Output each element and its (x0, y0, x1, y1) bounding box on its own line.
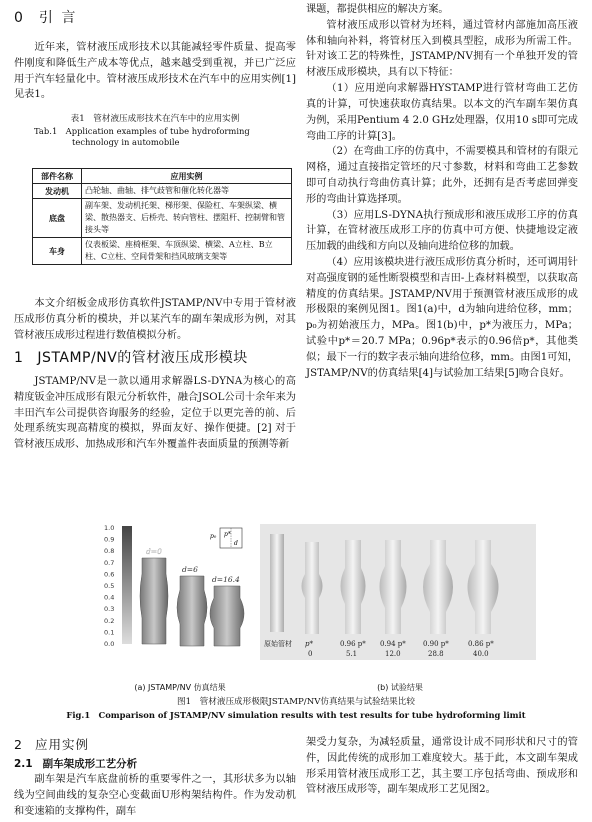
test-label-bottom: 5.1 (346, 650, 358, 658)
section-title: JSTAMP/NV的管材液压成形模块 (37, 350, 248, 366)
section-number: 2.1 (14, 758, 33, 770)
figure-1-graphic (100, 524, 540, 682)
table-cell-examples: 仪表板梁、座椅框架、车顶纵梁、横梁、A立柱、B立柱、C立柱、空间骨架和挡风玻璃支架等 (82, 238, 292, 265)
intro-paragraph (14, 40, 296, 103)
section-title: 副车架成形工艺分析 (42, 758, 138, 770)
sim-label-1: d=0 (146, 547, 162, 556)
scale-tick-label: 0.4 (104, 593, 115, 602)
color-scale-bar (122, 526, 132, 644)
test-label-top: p* (305, 640, 313, 648)
paragraph-text: 副车架是汽车底盘前桥的重要零件之一，其形状多为以轴线为空间曲线的复杂空心变截面U形构架结构件。作为发动机和变速箱的支撑构件，副车 (14, 774, 296, 817)
table-caption-en-2: technology in automobile (72, 136, 180, 147)
scale-tick-label: 0.7 (104, 558, 115, 567)
table-header-examples: 应用实例 (82, 169, 292, 184)
table-caption-cn: 表1 管材液压成形技术在汽车中的应用实例 (70, 114, 240, 124)
test-label-top: 原始管材 (264, 640, 292, 648)
test-label-bottom: 28.8 (428, 650, 444, 658)
figure-sub-caption-b: (b) 试验结果 (377, 683, 423, 692)
table-1-caption (14, 114, 296, 148)
inset-label-d: d (234, 540, 238, 547)
paragraph-text: JSTAMP/NV是一款以通用求解器LS-DYNA为核心的高精度钣金冲压成形有限元分析软件，融合JSOL公司十余年来为丰田汽车公司提供咨询服务的经验，定位于以更完善的前、后处理系统实现高精度的模拟，界面友好、操作便捷。[2] 对于管材液压成形、加热成形和汽车外覆盖件表面质量的预测等新 (14, 376, 296, 451)
paragraph-text: 近年来，管材液压成形技术以其能减轻零件质量、提高零件刚度和降低生产成本等优点，越来越受到重视，并已广泛应用于汽车轻量化中。管材液压成形技术在汽车中的应用实例[1]见表1。 (14, 42, 296, 101)
table-1 (32, 168, 292, 265)
section-title: 引 言 (38, 10, 78, 26)
paragraph-text: （4）应用该模块进行液压成形仿真分析时，还可调用针对高强度钢的延性断裂模型和吉田-上森材料模型，以获取高精度的仿真结果。JSTAMP/NV用于预测管材液压成形的成形极限的案例见图1。图1(a)中，d为轴向进给位移，mm；p₀为初始液压力，MPa。图1(b)中，p*为液压力，MPa；试验中p*＝20.7 MPa；0.96p*表示的0.96倍p*，其他类似；最下一行的数字表示轴向进给位移，mm。由图1可知，JSTAMP/NV的仿真结果[4]与试验加工结果[5]吻合良好。 (306, 257, 578, 379)
scale-tick-label: 0.6 (104, 570, 115, 579)
table-cell-examples: 副车架、发动机托架、梯形架、保险杠、车架纵梁、横梁、散热器支、后桥壳、转向管柱、摆阻杆、控制臂和管接头等 (82, 199, 292, 238)
section-1-paragraph (14, 374, 296, 453)
test-label-top: 0.90 p* (423, 640, 449, 648)
paragraph-text: 本文介绍板金成形仿真软件JSTAMP/NV中专用于管材液压成形仿真分析的模块，并以某汽车的副车架成形为例，对其管材液压成形过程进行数值模拟分析。 (14, 298, 296, 341)
right-column-text (306, 2, 578, 382)
scale-tick-label: 0.5 (104, 582, 115, 590)
test-label-bottom: 0 (308, 650, 313, 658)
table-row (33, 199, 292, 238)
sim-tube-2 (177, 576, 207, 646)
intro-paragraph-2 (14, 296, 296, 343)
test-label-bottom: 12.0 (385, 650, 401, 658)
figure-1 (100, 524, 540, 682)
section-number: 0 (14, 10, 25, 26)
test-label-top: 0.96 p* (340, 640, 366, 648)
test-label-bottom: 40.0 (473, 650, 489, 658)
scale-tick-label: 0.8 (104, 547, 115, 556)
table-cell-part: 底盘 (33, 199, 82, 238)
section-title: 应用实例 (34, 737, 89, 752)
table-row (33, 184, 292, 199)
paragraph-text: 架受力复杂，为减轻质量，通常设计成不同形状和尺寸的管件，因此传统的成形加工难度较大。基于此，本文副车架成形采用管材液压成形工艺，其主要工序包括弯曲、预成形和管材液压成形等，副车架成形工艺见图2。 (306, 737, 578, 796)
paragraph-text: （3）应用LS-DYNA执行预成形和液压成形工序的仿真计算，在管材液压成形工序的仿真中可方便、快捷地设定液压加载的曲线和方向以及轴向进给位移的加载。 (306, 209, 578, 253)
scale-tick-label: 0.0 (104, 640, 115, 648)
sim-tube-3 (210, 586, 244, 646)
scale-tick-label: 0.1 (104, 628, 115, 637)
table-header-part: 部件名称 (33, 169, 82, 184)
scale-tick-label: 0.3 (104, 605, 115, 614)
section-0-heading (14, 8, 296, 30)
section-2-1-paragraph (14, 772, 296, 819)
scale-tick-label: 0.9 (104, 535, 115, 544)
figure-1-caption-en: Fig.1 Comparison of JSTAMP/NV simulation results with test results for tube hydroforming limit (66, 710, 526, 720)
scale-tick-label: 0.2 (104, 616, 115, 625)
test-label-top: 0.86 p* (468, 640, 494, 648)
section-1-heading (14, 348, 296, 370)
table-row (33, 238, 292, 265)
figure-sub-caption-a: (a) JSTAMP/NV 仿真结果 (134, 683, 226, 692)
sim-tube-1 (140, 558, 168, 644)
paragraph-text: 管材液压成形以管材为坯料，通过管材内部施加高压液体和轴向补料，将管材压入到模具型腔，成形为所需工件。针对该工艺的特殊性，JSTAMP/NV拥有一个单独开发的管材液压成形模块，具有以下特征： (306, 19, 578, 79)
paragraph-text: 课题，都提供相应的解决方案。 (306, 4, 449, 15)
inset-label-p: p* (224, 531, 231, 538)
paragraph-text: （1）应用逆向求解器HYSTAMP进行管材弯曲工艺仿真的计算，可快速获取仿真结果。以本文的汽车副车架仿真为例，采用Pentium 4 2.0 GHz处理器，仅用10 s即可完成弯曲工序的计算[3]。 (306, 83, 578, 142)
table-cell-examples: 凸轮轴、曲轴、排气歧管和催化转化器等 (82, 184, 292, 199)
section-number: 2 (14, 737, 23, 752)
table-cell-part: 车身 (33, 238, 82, 265)
section-number: 1 (14, 350, 24, 366)
sim-label-3: d=16.4 (212, 575, 240, 584)
scale-tick-label: 1.0 (104, 524, 115, 532)
application-table (32, 168, 292, 265)
table-cell-part: 发动机 (33, 184, 82, 199)
test-tube (270, 534, 284, 632)
test-label-top: 0.94 p* (380, 640, 406, 648)
figure-1-caption-cn: 图1 管材液压成形极限JSTAMP/NV仿真结果与试验结果比较 (177, 697, 415, 707)
section-2-1-heading (14, 756, 296, 772)
table-caption-en-1: Tab.1 Application examples of tube hydroforming (34, 125, 250, 136)
section-2-heading (14, 735, 296, 754)
sim-label-2: d=6 (182, 565, 198, 574)
right-column-bottom (306, 735, 578, 798)
paragraph-text: （2）在弯曲工序的仿真中，不需要模具和管材的有限元网格，通过直接指定管坯的尺寸参数，材料和弯曲工艺参数即可自动执行弯曲仿真计算；此外，还拥有是否考虑回弹变形的弯曲计算选择项。 (306, 146, 578, 205)
inset-label-p0: p₀ (210, 533, 217, 540)
